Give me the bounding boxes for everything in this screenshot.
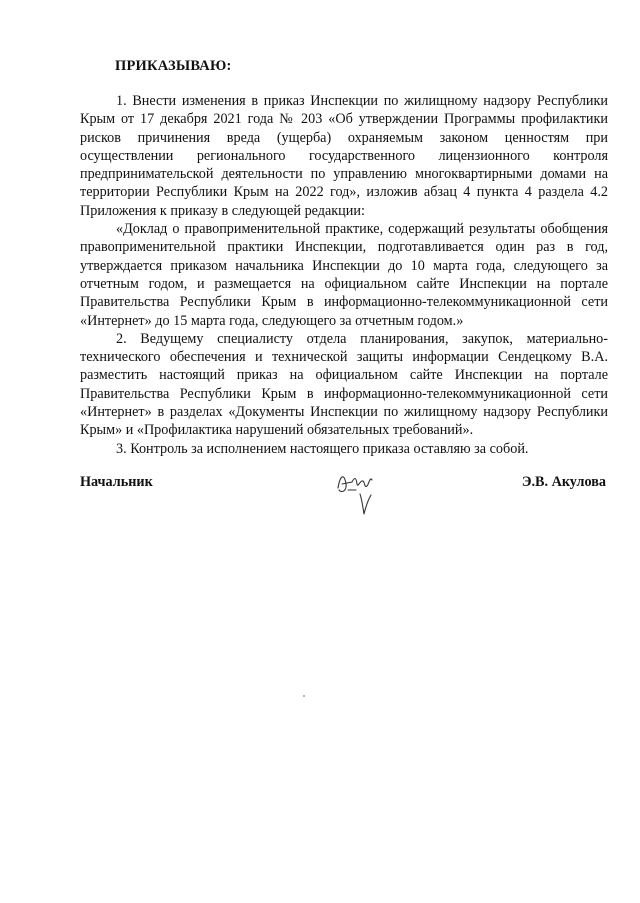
paragraph-item-3: 3. Контроль за исполнением настоящего приказа оставляю за собой. [116,440,529,457]
order-heading: ПРИКАЗЫВАЮ: [115,58,232,74]
scan-speck [303,695,305,697]
signatory-title: Начальник [80,474,153,490]
paragraph-item-2: 2. Ведущему специалисту отдела планирования, закупок, материально-технического обеспечения и технической защиты информации Сендецкому В.А. разместить настоящий приказ на официальном сайте Инспекции на портале Правительства Республики Крым в информационно-телекоммуникационной сети «Интернет» в разделах «Документы Инспекции по жилищному надзору Республики Крым» и «Профилактика нарушений обязательных требований». [80,330,608,439]
order-body [80,92,608,458]
handwritten-signature [330,466,384,518]
paragraph-quoted-text: «Доклад о правоприменительной практике, содержащий результаты обобщения правоприменительной практики Инспекции, подготавливается один раз в год, утверждается приказом начальника Инспекции до 10 марта года, следующего за отчетным годом, и размещается на официальном сайте Инспекции на портале Правительства Республики Крым в информационно-телекоммуникационной сети «Интернет» до 15 марта года, следующего за отчетным годом.» [80,221,608,329]
signatory-name: Э.В. Акулова [521,474,606,490]
paragraph-item-1: 1. Внести изменения в приказ Инспекции по жилищному надзору Республики Крым от 17 декабря 2021 года № 203 «Об утверждении Программы профилактики рисков причинения вреда (ущерба) охраняемым законом ценностям при осуществлении регионального государственного лицензионного контроля предпринимательской деятельности по управлению многоквартирными домами на территории Республики Крым на 2022 год», изложив абзац 4 пункта 4 раздела 4.2 Приложения к приказу в следующей редакции: [80,93,608,219]
